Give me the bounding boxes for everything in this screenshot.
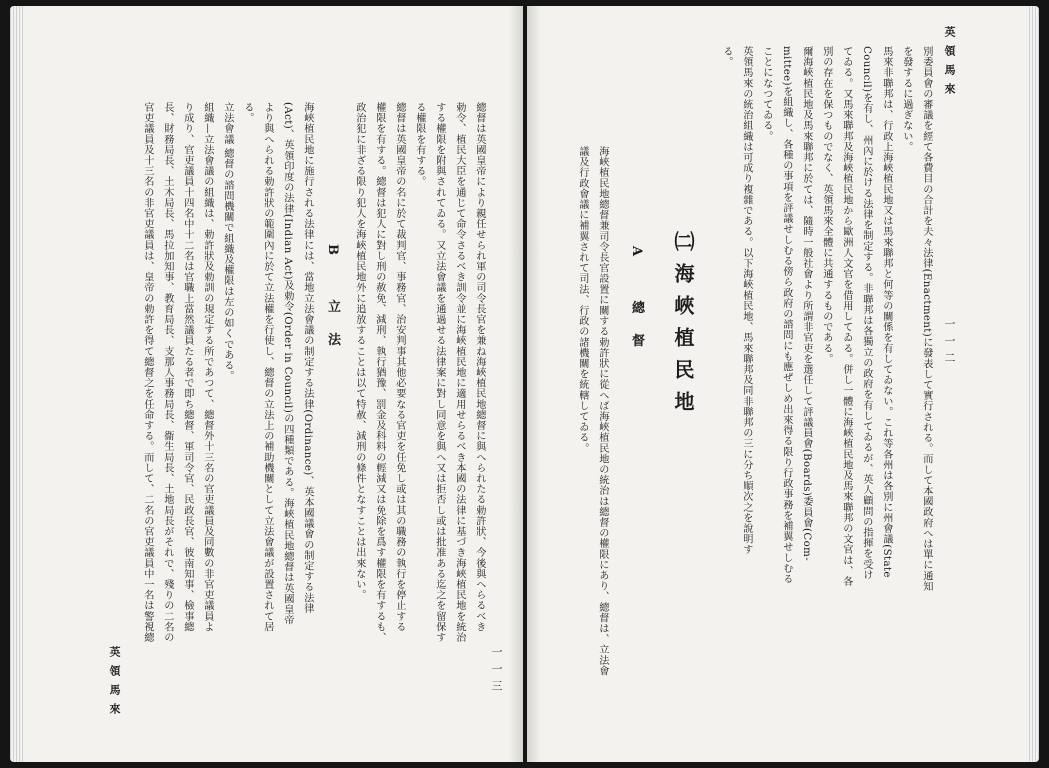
text-line: 英領馬來の統治組織は可成り複雜である。以下海峽植民地、馬來聯邦及同非聯邦の三に分ち順次之を說明す [740,46,752,555]
text-line: 馬來非聯邦は、行政上海峽植民地又は馬來聯邦と何等の關係を有してゐない。これ等各州は各別に州會議(State [880,46,892,578]
text-line: 權限を有する。總督は犯人に對し刑の赦免、減刑、執行猶豫、罰金及科料の輕減又は免除を爲す權限を有するも、 [373,102,385,643]
text-line: を發するに過ぎない。 [900,46,912,152]
text-line: 別委員會の審議を經て各費目の合計を夫々法律(Enactment)に發表して實行される。而して本國政府へは單に通知 [920,46,932,592]
running-head: 英領馬來 [943,26,956,102]
text-line: る權限を有する。 [413,102,425,187]
text-line: 爾海峽植民地及馬來聯邦に於ては、隨時一般社會より所謂非官吏を選任して評議員會(Boards)委員會(Com- [800,46,812,562]
text-line: 立法會議 總督の諮問機關で組織及權限は左の如くである。 [221,102,233,382]
text-line: 組織—立法會議の組織は、勅許狀及勅訓の規定する所であつて、總督外十三名の官吏議員及同數の非官吏議員よ [201,102,213,632]
text-line: 總督は英國皇帝により親任せられ軍の司令長官を兼ね海峽植民地總督に與へられたる勅許狀、今後與へらるべき [473,102,485,632]
text-line: る。 [241,102,253,124]
page-number: 一一二 [943,318,956,369]
text-line: 海峽植民地總督兼司令長官設置に關する勅許狀に從へば海峽植民地の統治は總督の權限にあり、總督は、立法會 [596,146,608,676]
subsection-heading: B 立法 [325,244,340,366]
subsection-heading: A 總督 [629,246,644,367]
section-title: ㈡海峽植民地 [671,231,695,423]
page-edge [10,6,24,762]
text-line: 海峽植民地に施行される法律には、當地立法會議の制定する法律(Ordinance)、英本國議會の制定する法律 [301,102,313,614]
gutter-shadow [509,6,523,762]
text-line: 官吏議員及十三名の非官吏議員は、皇帝の勅許を得て總督之を任命する。而して、二名の官吏議員中一名は警視總 [141,102,153,643]
text-line: 長、財務局長、土木局長、馬拉加知事、教育局長、支那人事務局長、衞生局長、土地局長がそれで、殘りの二名の [161,102,173,643]
text-line: 政治犯に非ざる限り犯人を海峽植民地外に追放することは以て特赦、減刑の條件となすことは出來ない。 [353,102,365,601]
page-112 [527,6,1039,762]
text-line: Council)を有し、州內に於ける法律を制定する。非聯邦は各獨立の政府を有してゐるが、英人顧問の指揮を受け [860,46,872,581]
text-line: てゐる。又馬來聯邦及海峽植民地から歐洲人文官を借用してゐる。併し一體に海峽植民地及馬來聯邦の文官は、各 [840,46,852,587]
gutter-shadow [527,6,541,762]
text-line: より與へられる勅許狀の範圍內に於て立法權を行使し、總督の立法上の補助機關として立法會議が設置されて居 [261,102,273,632]
text-line: る。 [720,46,732,68]
text-line: (Act)、英領印度の法律(Indian Act)及勅令(Order in Council)の四種類である。海峽植民地總督は英國皇帝 [281,102,293,626]
running-head: 英領馬來 [108,646,121,722]
page-113 [10,6,523,762]
text-line: ことになつてゐる。 [760,46,772,142]
text-line: り成り、官吏議員十四名中十二名は官職上當然議員たる者で即ち總督、軍司令官、民政長官、彼南知事、檢事總 [181,102,193,632]
page-number: 一一三 [490,646,503,697]
page-edge [1027,6,1039,762]
text-line: 總督は英國皇帝の名に於て裁判官、事務官、治安判事其他必要なる官吏を任免し或は其の職務の執行を停止する [393,102,405,632]
text-line: 別の存在を保つものでなく、英領馬來全體に共通するものである。 [820,46,832,364]
text-line: 議及行政會議に補翼されて司法、行政の諸機關を統轄してゐる。 [576,146,588,454]
text-line: mittee)を組織し、各種の事項を評議せしむる傍ら政府の諮問にも應ぜしめ出來得る限り行政事務を補翼せしむる [780,46,792,585]
text-line: する權限を附與されてゐる。又立法會議を通過せる法律案に對し同意を與へ又は拒否し或は批准ある迄之を留保す [433,102,445,643]
text-line: 勅令、植民大臣を通じて命令さるべき訓令並に海峽植民地に適用せらるべき本國の法律に基づき海峽植民地を統治 [453,102,465,643]
